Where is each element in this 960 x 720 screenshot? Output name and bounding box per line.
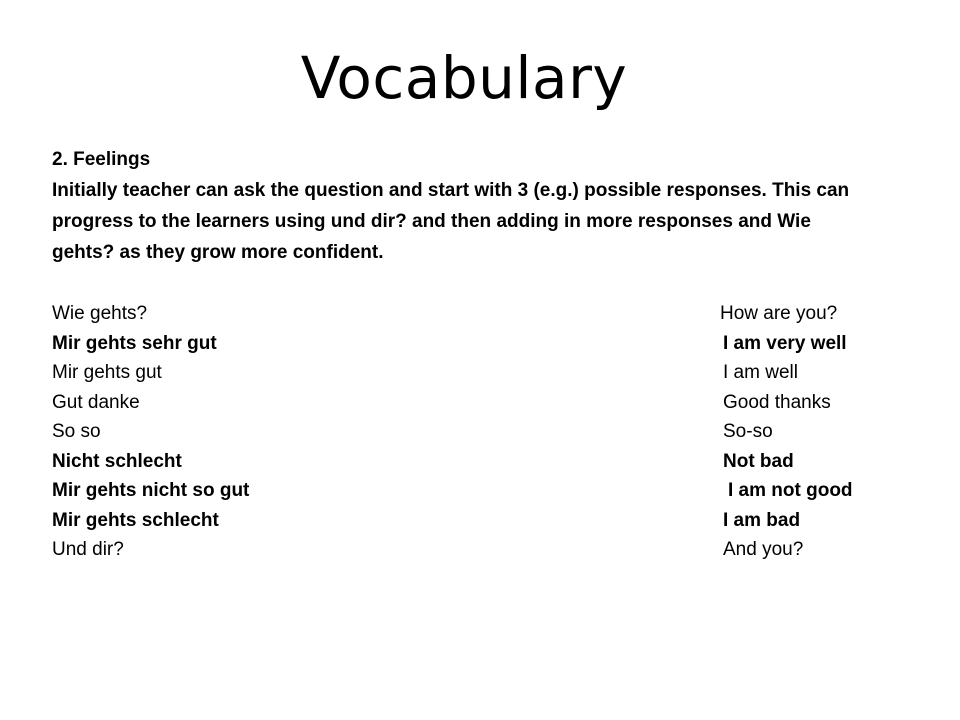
vocab-row	[52, 417, 932, 447]
vocabulary-list	[52, 299, 932, 565]
german-phrase: Mir gehts gut	[52, 362, 162, 383]
vocab-row	[52, 299, 932, 329]
german-phrase: Mir gehts schlecht	[52, 509, 219, 531]
english-translation: I am well	[723, 362, 798, 383]
intro-line: gehts? as they grow more confident.	[52, 242, 384, 263]
vocab-row	[52, 329, 932, 359]
vocab-row	[52, 388, 932, 418]
intro-paragraph	[52, 175, 932, 268]
german-phrase: Gut danke	[52, 391, 140, 413]
german-phrase: Wie gehts?	[52, 303, 148, 324]
vocab-row	[52, 358, 932, 388]
english-translation: I am very well	[723, 332, 847, 354]
english-translation: I am not good	[728, 480, 853, 501]
english-translation: I am bad	[723, 509, 801, 531]
english-translation: So-so	[723, 421, 773, 442]
vocab-row	[52, 447, 932, 477]
intro-line: progress to the learners using und dir? and then adding in more responses and Wie	[52, 211, 811, 232]
german-phrase: Und dir?	[52, 539, 124, 560]
vocab-row	[52, 535, 932, 565]
vocab-row	[52, 506, 932, 536]
english-translation: How are you?	[720, 303, 838, 324]
english-translation: Not bad	[723, 450, 794, 472]
english-translation: And you?	[723, 539, 804, 560]
german-phrase: Mir gehts sehr gut	[52, 332, 217, 354]
slide-content	[52, 144, 932, 565]
intro-line: Initially teacher can ask the question and start with 3 (e.g.) possible responses. This can	[52, 180, 850, 201]
english-translation: Good thanks	[723, 391, 831, 413]
vocab-row	[52, 476, 932, 506]
german-phrase: So so	[52, 421, 101, 442]
section-heading: 2. Feelings	[52, 149, 151, 170]
german-phrase: Mir gehts nicht so gut	[52, 480, 250, 501]
german-phrase: Nicht schlecht	[52, 450, 182, 472]
slide-title: Vocabulary	[300, 44, 628, 112]
